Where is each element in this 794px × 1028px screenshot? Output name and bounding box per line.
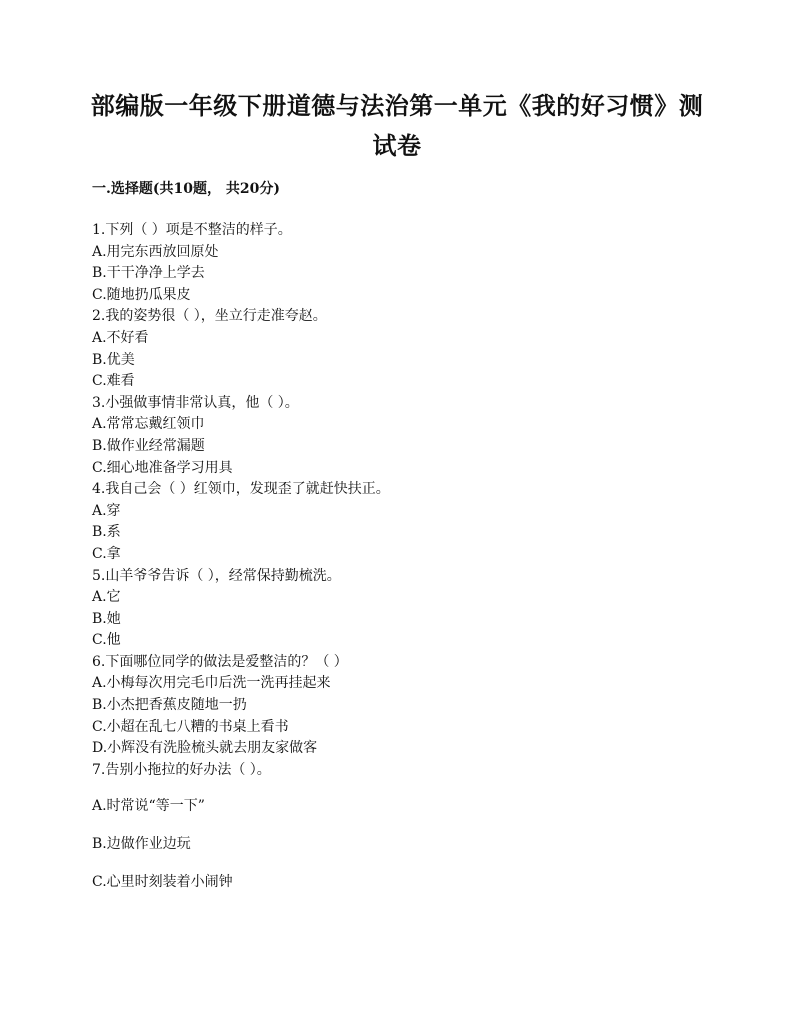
answer-option: C.小超在乱七八糟的书桌上看书 — [92, 718, 289, 735]
answer-option: A.它 — [92, 589, 121, 606]
answer-option: A.不好看 — [92, 329, 149, 346]
answer-option: B.干干净净上学去 — [92, 265, 205, 282]
question-stem: 3.小强做事情非常认真，他（ ）。 — [92, 394, 299, 411]
question-stem: 5.山羊爷爷告诉（ ），经常保持勤梳洗。 — [92, 567, 341, 584]
answer-option: A.小梅每次用完毛巾后洗一洗再挂起来 — [92, 675, 331, 692]
title-line-2: 试卷 — [372, 131, 422, 160]
question-stem: 2.我的姿势很（ ），坐立行走准夸赵。 — [92, 308, 327, 325]
question-stem: 1.下列（ ）项是不整洁的样子。 — [92, 222, 292, 238]
question-list — [92, 220, 732, 901]
answer-option: C.随地扔瓜果皮 — [92, 286, 191, 303]
answer-option: A.常常忘戴红领巾 — [92, 416, 205, 433]
answer-option: A.用完东西放回原处 — [92, 243, 219, 260]
question-stem: 6.下面哪位同学的做法是爱整洁的？（ ） — [92, 653, 348, 670]
answer-option: B.优美 — [92, 351, 135, 368]
answer-option: B.系 — [92, 524, 121, 541]
question-stem: 4.我自己会（ ）红领巾，发现歪了就赶快扶正。 — [92, 481, 390, 498]
answer-option: C.拿 — [92, 545, 121, 562]
answer-option: C.心里时刻装着小闹钟 — [92, 874, 233, 891]
section-heading: 一.选择题(共10题， 共20分) — [92, 181, 280, 197]
answer-option: B.做作业经常漏题 — [92, 437, 205, 454]
answer-option: C.他 — [92, 632, 121, 649]
page-title — [60, 86, 734, 166]
answer-option: A.穿 — [92, 502, 121, 519]
answer-option: D.小辉没有洗脸梳头就去朋友家做客 — [92, 740, 318, 757]
answer-option: B.她 — [92, 610, 121, 627]
title-line-1: 部编版一年级下册道德与法治第一单元《我的好习惯》测 — [90, 91, 704, 120]
answer-option: B.边做作业边玩 — [92, 836, 191, 853]
question-stem: 7.告别小拖拉的好办法（ ）。 — [92, 761, 271, 778]
answer-option: B.小杰把香蕉皮随地一扔 — [92, 697, 247, 714]
answer-option: A.时常说“等一下” — [92, 798, 205, 815]
answer-option: C.细心地准备学习用具 — [92, 459, 233, 476]
answer-option: C.难看 — [92, 373, 135, 390]
